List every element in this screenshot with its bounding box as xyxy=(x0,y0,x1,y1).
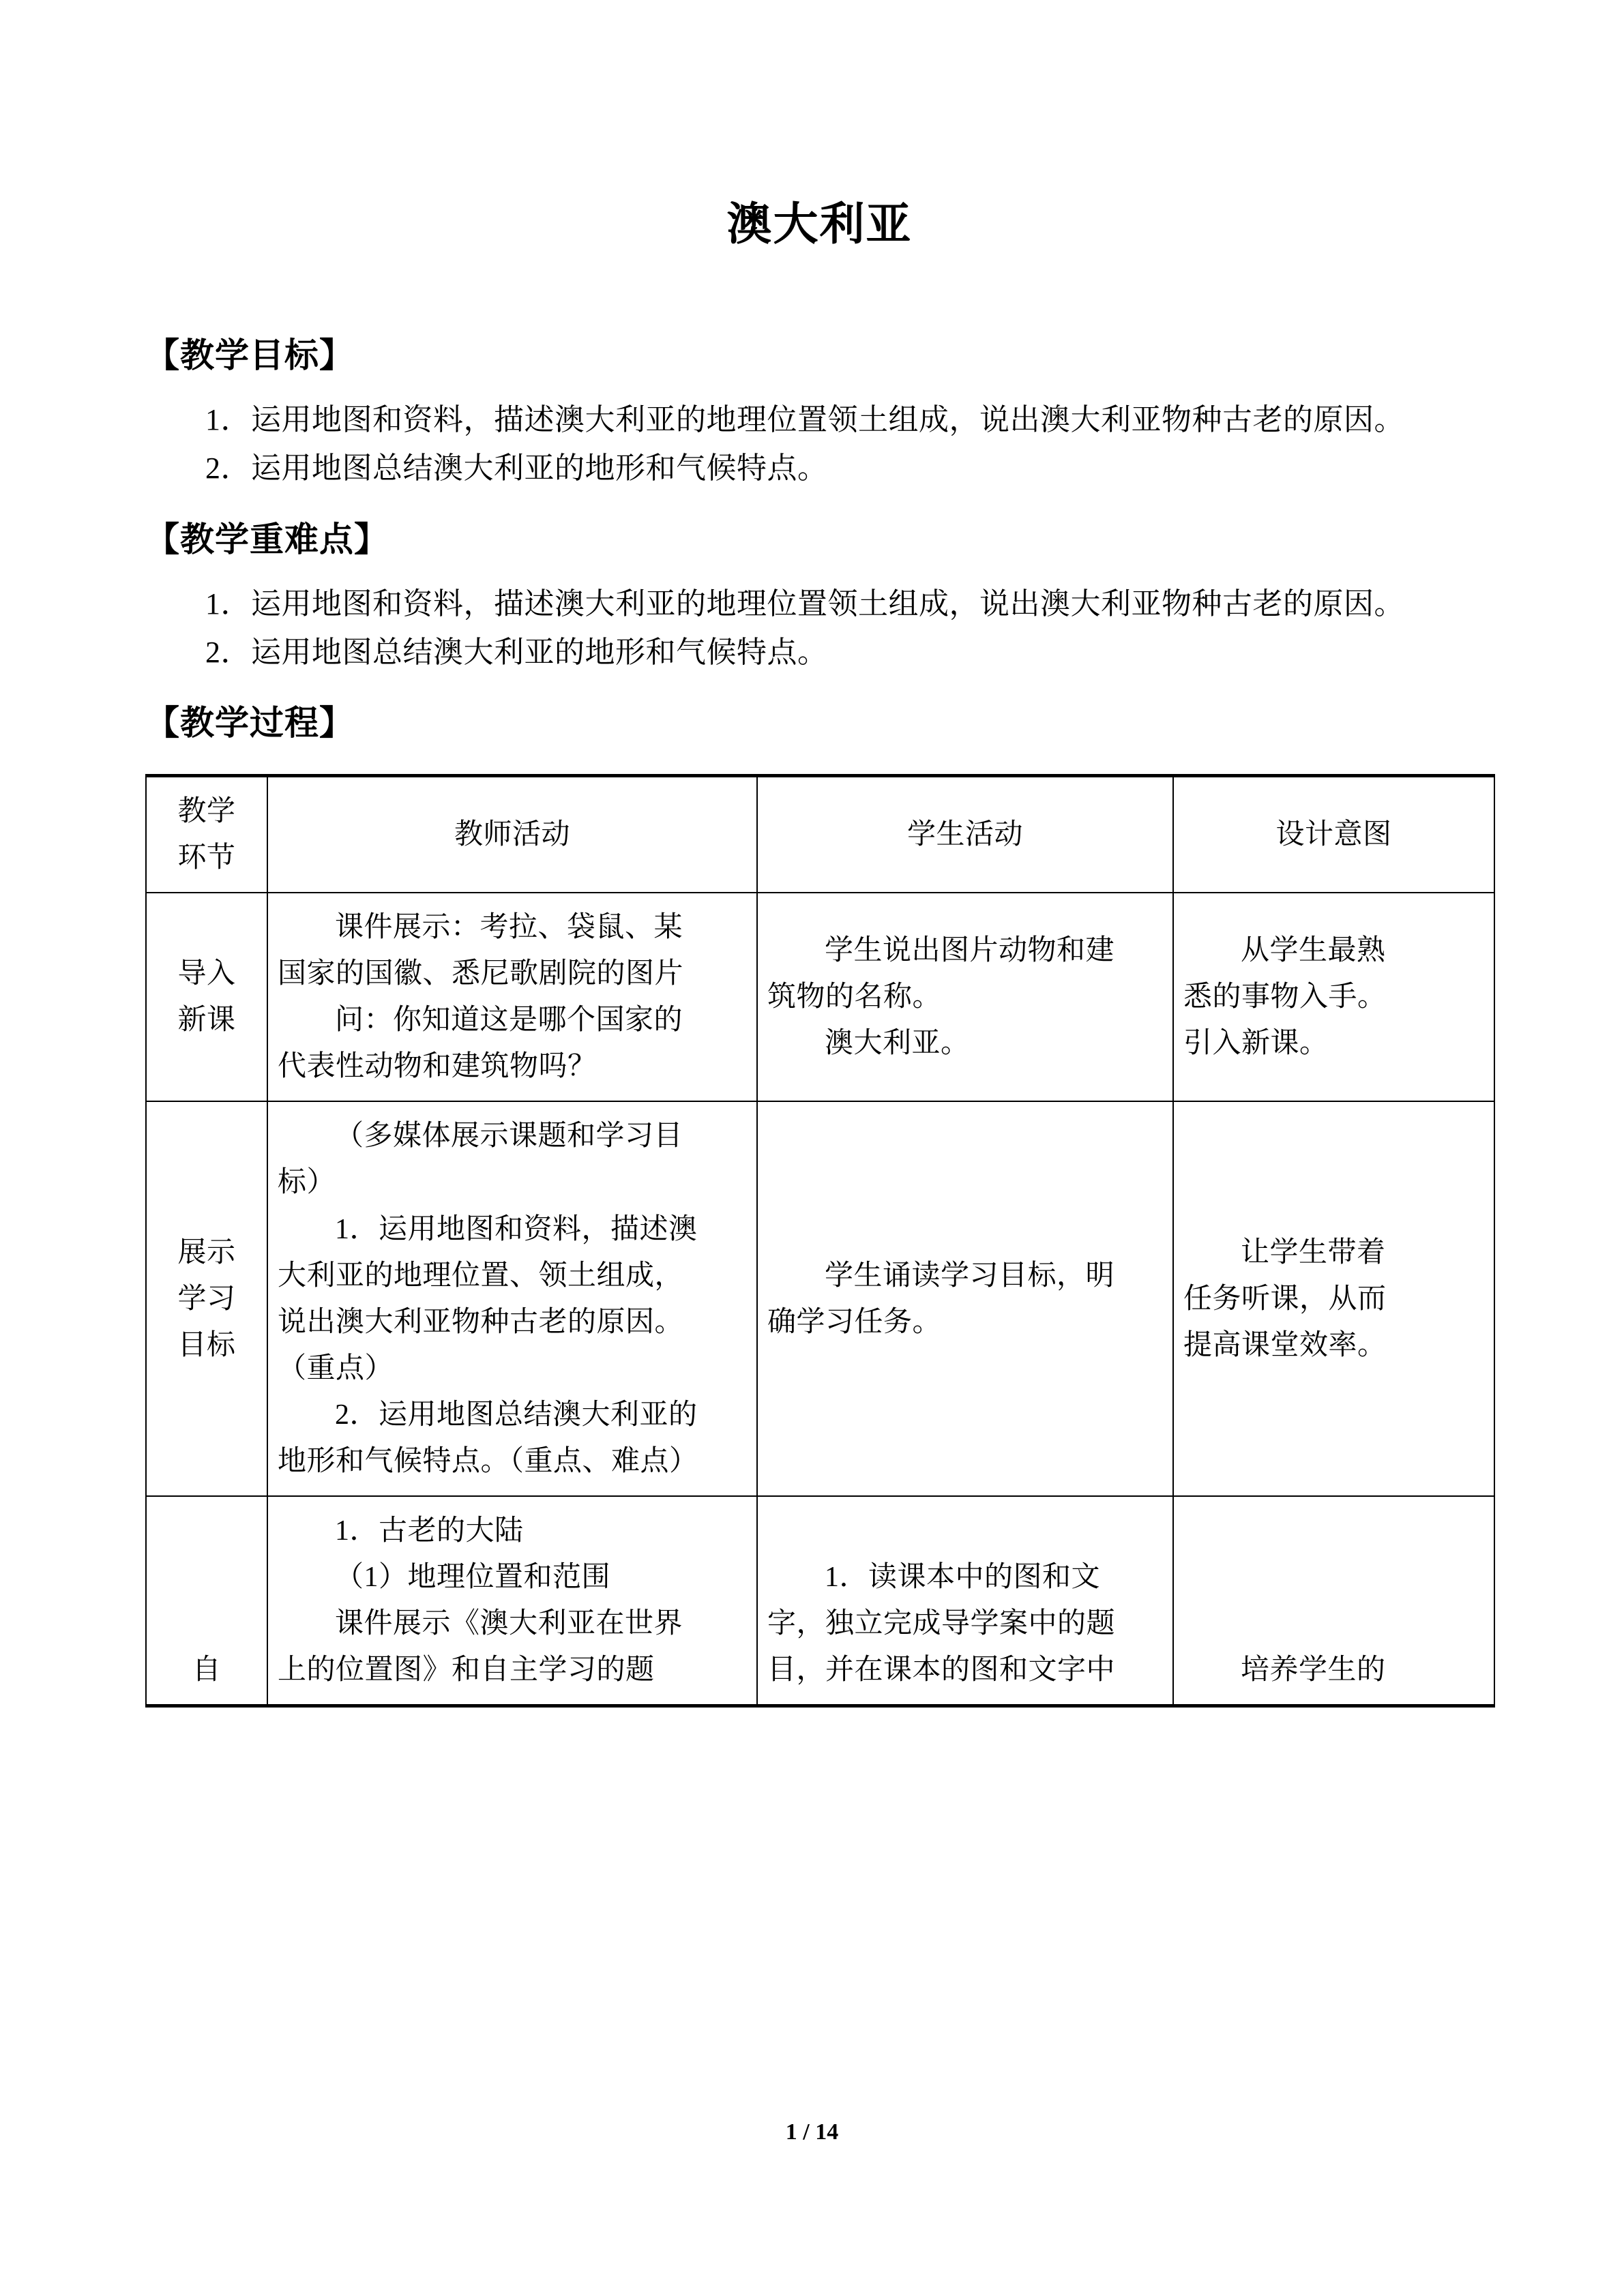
design-intent-cell xyxy=(1173,1101,1494,1495)
teacher-activity-cell xyxy=(267,1101,757,1495)
teacher-activity-line: （1）地理位置和范围 xyxy=(335,1561,611,1593)
design-intent-line: 任务听课，从而 xyxy=(1183,1283,1387,1315)
student-activity-line: 学生诵读学习目标，明 xyxy=(825,1259,1115,1292)
table-row xyxy=(146,1496,1494,1706)
teacher-activity-line: 代表性动物和建筑物吗？ xyxy=(278,1051,597,1083)
teacher-activity-cell xyxy=(267,893,757,1101)
teacher-activity-line: 国家的国徽、悉尼歌剧院的图片 xyxy=(278,958,684,990)
stage-line: 目标 xyxy=(177,1329,236,1361)
column-header-stage-line2: 环节 xyxy=(177,842,236,874)
design-intent-line: 引入新课。 xyxy=(1183,1028,1329,1060)
table-row xyxy=(146,893,1494,1101)
page-title: 澳大利亚 xyxy=(726,200,913,250)
teacher-activity-line: 地形和气候特点。（重点、难点） xyxy=(278,1445,698,1477)
key-difficulty-item-1: 1．运用地图和资料，描述澳大利亚的地理位置领土组成，说出澳大利亚物种古老的原因。 xyxy=(205,586,1404,621)
student-activity-line: 学生说出图片动物和建 xyxy=(825,935,1115,967)
design-intent-line: 悉的事物入手。 xyxy=(1183,981,1387,1013)
page-content xyxy=(145,0,1494,1708)
student-activity-line: 字，独立完成导学案中的题 xyxy=(767,1607,1116,1639)
column-header-stage-line1: 教学 xyxy=(177,796,236,828)
teacher-activity-line: 课件展示《澳大利亚在世界 xyxy=(335,1607,683,1639)
objective-item-1: 1．运用地图和资料，描述澳大利亚的地理位置领土组成，说出澳大利亚物种古老的原因。 xyxy=(205,403,1404,437)
heading-key-difficulties: 【教学重难点】 xyxy=(145,520,389,558)
student-activity-line: 筑物的名称。 xyxy=(767,981,942,1013)
key-difficulty-item-2: 2．运用地图总结澳大利亚的地形和气候特点。 xyxy=(205,635,828,669)
teacher-activity-line: 1．运用地图和资料，描述澳 xyxy=(335,1213,698,1245)
teacher-activity-line: 2．运用地图总结澳大利亚的 xyxy=(335,1399,698,1431)
stage-line: 自 xyxy=(192,1654,222,1686)
stage-line: 导入 xyxy=(177,958,236,990)
student-activity-line: 目，并在课本的图和文字中 xyxy=(767,1654,1116,1686)
teacher-activity-line: 说出澳大利亚物种古老的原因。 xyxy=(278,1306,684,1338)
student-activity-line: 1．读课本中的图和文 xyxy=(825,1561,1101,1593)
design-intent-line: 培养学生的 xyxy=(1241,1654,1386,1686)
heading-teaching-process: 【教学过程】 xyxy=(145,704,354,743)
teacher-activity-line: 大利亚的地理位置、领土组成， xyxy=(278,1259,684,1292)
design-intent-cell xyxy=(1173,893,1494,1101)
student-activity-line: 确学习任务。 xyxy=(767,1306,942,1338)
student-activity-cell xyxy=(757,893,1173,1101)
stage-line: 学习 xyxy=(177,1283,236,1315)
stage-line: 展示 xyxy=(177,1236,236,1268)
student-activity-cell xyxy=(757,1101,1173,1495)
teacher-activity-line: 问：你知道这是哪个国家的 xyxy=(335,1004,683,1037)
heading-teaching-objectives: 【教学目标】 xyxy=(145,336,354,375)
student-activity-line: 澳大利亚。 xyxy=(825,1028,970,1060)
teaching-process-table xyxy=(145,774,1495,1708)
column-header-student-activity: 学生活动 xyxy=(757,776,1173,893)
table-header-row xyxy=(146,776,1494,893)
stage-cell xyxy=(146,1496,267,1706)
design-intent-line: 从学生最熟 xyxy=(1241,935,1386,967)
column-header-stage xyxy=(146,776,267,893)
stage-cell xyxy=(146,893,267,1101)
table-row xyxy=(146,1101,1494,1495)
teacher-activity-line: 课件展示：考拉、袋鼠、某 xyxy=(335,912,683,944)
objective-item-2: 2．运用地图总结澳大利亚的地形和气候特点。 xyxy=(205,451,828,486)
teacher-activity-line: （重点） xyxy=(278,1352,394,1384)
teacher-activity-line: 1．古老的大陆 xyxy=(335,1515,524,1547)
teacher-activity-line: （多媒体展示课题和学习目 xyxy=(335,1120,683,1152)
teacher-activity-cell xyxy=(267,1496,757,1706)
stage-line: 新课 xyxy=(177,1004,236,1037)
column-header-design-intent: 设计意图 xyxy=(1173,776,1494,893)
page-number-footer: 1 / 14 xyxy=(785,2119,839,2145)
column-header-teacher-activity: 教师活动 xyxy=(267,776,757,893)
student-activity-cell xyxy=(757,1496,1173,1706)
design-intent-cell xyxy=(1173,1496,1494,1706)
design-intent-line: 让学生带着 xyxy=(1241,1236,1386,1268)
teacher-activity-line: 标） xyxy=(278,1167,336,1199)
stage-cell xyxy=(146,1101,267,1495)
teacher-activity-line: 上的位置图》和自主学习的题 xyxy=(278,1654,655,1686)
design-intent-line: 提高课堂效率。 xyxy=(1183,1329,1387,1361)
